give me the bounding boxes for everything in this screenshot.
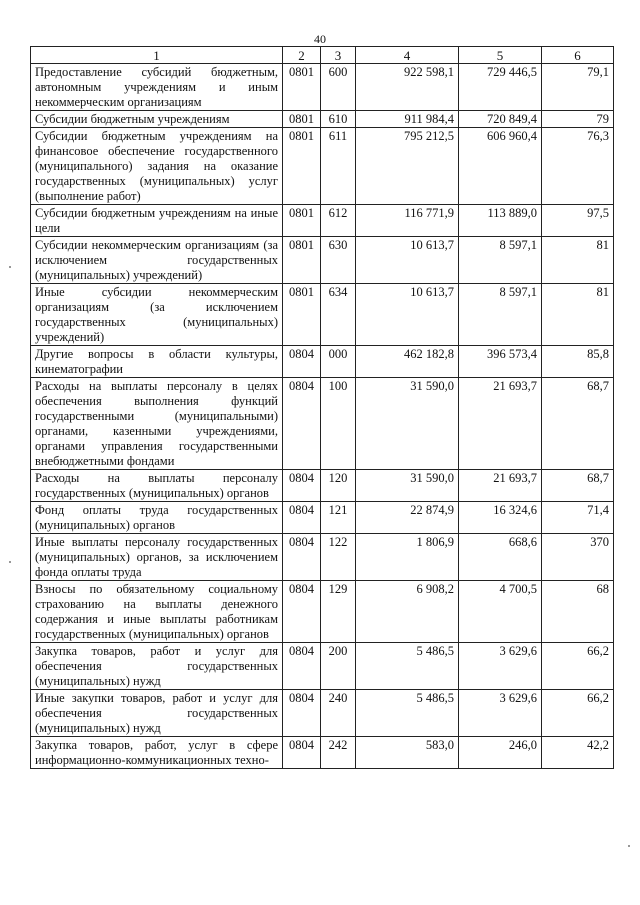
row-plan-amount: 922 598,1: [356, 64, 459, 111]
row-percent: 79: [542, 111, 614, 128]
row-percent: 68,7: [542, 470, 614, 502]
row-name: Закупка товаров, работ и услуг для обеспечения государственных (муниципальных) нужд: [31, 643, 283, 690]
row-name: Субсидии некоммерческим организациям (за исключением государственных (муниципальных) учреждений): [31, 237, 283, 284]
row-plan-amount: 5 486,5: [356, 690, 459, 737]
row-section-code: 0804: [283, 470, 321, 502]
row-section-code: 0804: [283, 502, 321, 534]
table-row: [31, 346, 614, 378]
row-section-code: 0804: [283, 690, 321, 737]
row-section-code: 0804: [283, 346, 321, 378]
row-expense-type: 611: [321, 128, 356, 205]
row-fact-amount: 3 629,6: [459, 690, 542, 737]
row-plan-amount: 1 806,9: [356, 534, 459, 581]
column-header: 4: [356, 47, 459, 64]
row-plan-amount: 5 486,5: [356, 643, 459, 690]
row-fact-amount: 729 446,5: [459, 64, 542, 111]
row-expense-type: 240: [321, 690, 356, 737]
row-plan-amount: 462 182,8: [356, 346, 459, 378]
row-expense-type: 610: [321, 111, 356, 128]
scan-speck: [9, 266, 11, 268]
row-name: Субсидии бюджетным учреждениям: [31, 111, 283, 128]
row-expense-type: 122: [321, 534, 356, 581]
row-plan-amount: 6 908,2: [356, 581, 459, 643]
row-percent: 68,7: [542, 378, 614, 470]
table-row: [31, 205, 614, 237]
row-percent: 66,2: [542, 643, 614, 690]
row-plan-amount: 795 212,5: [356, 128, 459, 205]
table-row: [31, 284, 614, 346]
header-row: [31, 47, 614, 64]
budget-table: [30, 46, 614, 769]
row-percent: 76,3: [542, 128, 614, 205]
row-name: Предоставление субсидий бюджетным, автономным учреждениям и иным некоммерческим организациям: [31, 64, 283, 111]
row-name: Взносы по обязательному социальному страхованию на выплаты денежного содержания и иные выплаты работникам государственных (муниципальных) органов: [31, 581, 283, 643]
row-fact-amount: 720 849,4: [459, 111, 542, 128]
row-plan-amount: 22 874,9: [356, 502, 459, 534]
row-section-code: 0801: [283, 64, 321, 111]
row-expense-type: 120: [321, 470, 356, 502]
table-row: [31, 237, 614, 284]
row-expense-type: 000: [321, 346, 356, 378]
row-section-code: 0801: [283, 128, 321, 205]
row-name: Фонд оплаты труда государственных (муниципальных) органов: [31, 502, 283, 534]
row-fact-amount: 16 324,6: [459, 502, 542, 534]
row-plan-amount: 10 613,7: [356, 237, 459, 284]
row-expense-type: 600: [321, 64, 356, 111]
row-fact-amount: 21 693,7: [459, 470, 542, 502]
row-fact-amount: 8 597,1: [459, 237, 542, 284]
row-section-code: 0804: [283, 643, 321, 690]
column-header: 2: [283, 47, 321, 64]
row-expense-type: 612: [321, 205, 356, 237]
row-section-code: 0801: [283, 205, 321, 237]
column-header: 6: [542, 47, 614, 64]
row-name: Расходы на выплаты персоналу в целях обеспечения выполнения функций государственными (муниципальными) органами, казенными учреждениями, органами управления государственными внебюджетными фондами: [31, 378, 283, 470]
row-name: Иные закупки товаров, работ и услуг для обеспечения государственных (муниципальных) нужд: [31, 690, 283, 737]
row-expense-type: 100: [321, 378, 356, 470]
row-name: Субсидии бюджетным учреждениям на финансовое обеспечение государственного (муниципального) задания на оказание государственных (муниципальных) услуг (выполнение работ): [31, 128, 283, 205]
row-percent: 85,8: [542, 346, 614, 378]
row-section-code: 0804: [283, 737, 321, 769]
table-row: [31, 111, 614, 128]
row-section-code: 0801: [283, 237, 321, 284]
row-plan-amount: 911 984,4: [356, 111, 459, 128]
row-expense-type: 634: [321, 284, 356, 346]
row-name: Другие вопросы в области культуры, кинематографии: [31, 346, 283, 378]
row-fact-amount: 606 960,4: [459, 128, 542, 205]
row-fact-amount: 4 700,5: [459, 581, 542, 643]
scan-speck: [628, 845, 630, 847]
row-percent: 66,2: [542, 690, 614, 737]
row-section-code: 0801: [283, 284, 321, 346]
row-section-code: 0804: [283, 534, 321, 581]
table-row: [31, 534, 614, 581]
row-percent: 68: [542, 581, 614, 643]
row-section-code: 0801: [283, 111, 321, 128]
row-expense-type: 129: [321, 581, 356, 643]
row-percent: 81: [542, 284, 614, 346]
page-number: 40: [314, 32, 326, 46]
table-row: [31, 64, 614, 111]
row-plan-amount: 583,0: [356, 737, 459, 769]
row-percent: 370: [542, 534, 614, 581]
row-expense-type: 121: [321, 502, 356, 534]
row-section-code: 0804: [283, 378, 321, 470]
column-header: 5: [459, 47, 542, 64]
row-name: Закупка товаров, работ, услуг в сфере информационно-коммуникационных техно-: [31, 737, 283, 769]
row-percent: 81: [542, 237, 614, 284]
table-row: [31, 690, 614, 737]
row-fact-amount: 396 573,4: [459, 346, 542, 378]
row-fact-amount: 668,6: [459, 534, 542, 581]
row-name: Иные субсидии некоммерческим организациям (за исключением государственных (муниципальных) учреждений): [31, 284, 283, 346]
row-plan-amount: 31 590,0: [356, 378, 459, 470]
table-row: [31, 581, 614, 643]
table-row: [31, 643, 614, 690]
row-fact-amount: 246,0: [459, 737, 542, 769]
row-percent: 97,5: [542, 205, 614, 237]
row-plan-amount: 116 771,9: [356, 205, 459, 237]
table-row: [31, 378, 614, 470]
scan-speck: [9, 561, 11, 563]
row-percent: 79,1: [542, 64, 614, 111]
row-name: Субсидии бюджетным учреждениям на иные цели: [31, 205, 283, 237]
column-header: 1: [31, 47, 283, 64]
row-expense-type: 242: [321, 737, 356, 769]
row-name: Иные выплаты персоналу государственных (муниципальных) органов, за исключением фонда оплаты труда: [31, 534, 283, 581]
row-percent: 42,2: [542, 737, 614, 769]
row-percent: 71,4: [542, 502, 614, 534]
row-fact-amount: 21 693,7: [459, 378, 542, 470]
table-row: [31, 737, 614, 769]
column-header: 3: [321, 47, 356, 64]
row-expense-type: 630: [321, 237, 356, 284]
row-expense-type: 200: [321, 643, 356, 690]
row-fact-amount: 8 597,1: [459, 284, 542, 346]
row-plan-amount: 10 613,7: [356, 284, 459, 346]
table-row: [31, 470, 614, 502]
row-name: Расходы на выплаты персоналу государственных (муниципальных) органов: [31, 470, 283, 502]
row-section-code: 0804: [283, 581, 321, 643]
table-row: [31, 128, 614, 205]
row-fact-amount: 3 629,6: [459, 643, 542, 690]
table-row: [31, 502, 614, 534]
row-plan-amount: 31 590,0: [356, 470, 459, 502]
row-fact-amount: 113 889,0: [459, 205, 542, 237]
